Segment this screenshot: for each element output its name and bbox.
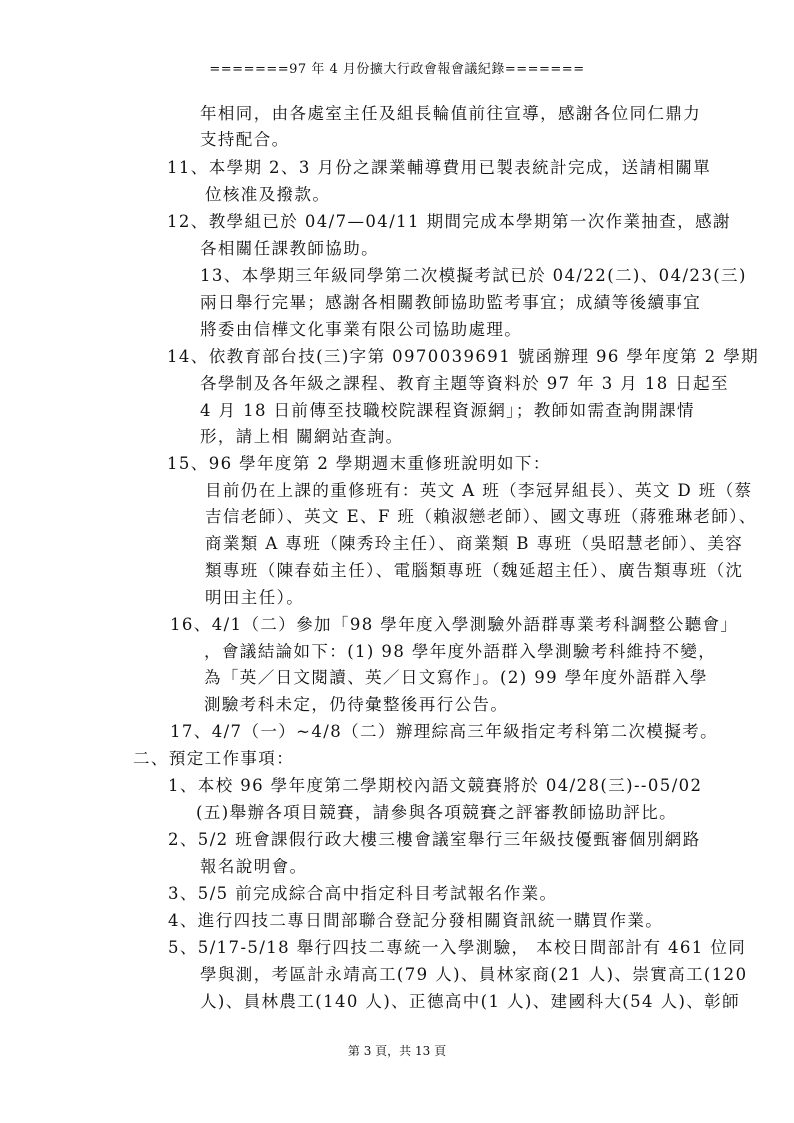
text-line: 報名說明會。 xyxy=(200,857,308,876)
text-line: 兩日舉行完畢；感謝各相關教師協助監考事宜；成績等後續事宜 xyxy=(200,293,702,312)
text-line: 4、進行四技二專日間部聯合登記分發相關資訊統一購買作業。 xyxy=(168,911,664,930)
text-line: (五)舉辦各項目競賽，請參與各項競賽之評審教師協助評比。 xyxy=(196,803,678,822)
text-line: 吉信老師）、英文 E、F 班（賴淑戀老師）、國文專班（蔣雅琳老師）、 xyxy=(205,507,757,526)
text-line: 測驗考科未定，仍待彙整後再行公告。 xyxy=(204,695,509,714)
text-line: 1、本校 96 學年度第二學期校內語文競賽將於 04/28(三)--05/02 xyxy=(168,776,703,795)
page-number: 第 3 頁，共 13 頁 xyxy=(347,1044,447,1058)
text-line: 位核准及撥款。 xyxy=(205,185,331,204)
text-line: 11、本學期 2、3 月份之課業輔導費用已製表統計完成，送請相關單 xyxy=(167,158,712,177)
text-line: 年相同，由各處室主任及組長輪值前往宣導，感謝各位同仁鼎力 xyxy=(200,104,702,123)
text-line: 商業類 A 專班（陳秀玲主任）、商業類 B 專班（吳昭慧老師）、美容 xyxy=(205,534,744,553)
text-line: 明田主任）。 xyxy=(205,588,305,607)
text-line: 各相關任課教師協助。 xyxy=(200,239,379,258)
text-line: 2、5/2 班會課假行政大樓三樓會議室舉行三年級技優甄審個別網路 xyxy=(168,830,701,849)
text-line: 4 月 18 日前傳至技職校院課程資源網」；教師如需查詢開課情 xyxy=(200,401,695,420)
text-line: 類專班（陳春茹主任）、電腦類專班（魏延超主任）、廣告類專班（沈 xyxy=(205,561,744,580)
text-line: 為「英／日文閱讀、英／日文寫作」。(2) 99 學年度外語群入學 xyxy=(204,668,708,687)
text-line: 人)、員林農工(140 人)、正德高中(1 人)、建國科大(54 人)、彰師 xyxy=(200,992,740,1011)
text-line: 13、本學期三年級同學第二次模擬考試已於 04/22(二)、04/23(三) xyxy=(200,266,747,285)
text-line: 3、5/5 前完成綜合高中指定科目考試報名作業。 xyxy=(168,884,558,903)
text-line: 學與測，考區計永靖高工(79 人)、員林家商(21 人)、崇實高工(120 xyxy=(200,965,748,984)
document-header: =======97 年 4 月份擴大行政會報會議紀錄======= xyxy=(209,62,585,77)
text-line: ，會議結論如下：(1) 98 學年度外語群入學測驗考科維持不變， xyxy=(204,642,717,661)
text-line: 將委由信樺文化事業有限公司協助處理。 xyxy=(200,320,523,339)
text-line: 目前仍在上課的重修班有：英文 A 班（李冠昇組長）、英文 D 班（蔡 xyxy=(205,481,753,500)
text-line: 14、依教育部台技(三)字第 0970039691 號函辦理 96 學年度第 2 學期 xyxy=(167,347,760,366)
section-heading: 二、預定工作事項： xyxy=(133,749,295,768)
text-line: 16、4/1（二）參加「98 學年度入學測驗外語群專業考科調整公聽會」 xyxy=(170,615,739,634)
text-line: 12、教學組已於 04/7—04/11 期間完成本學期第一次作業抽查，感謝 xyxy=(167,212,731,231)
text-line: 15、96 學年度第 2 學期週末重修班說明如下： xyxy=(167,454,551,473)
text-line: 5、5/17-5/18 舉行四技二專統一入學測驗， 本校日間部計有 461 位同 xyxy=(168,938,747,957)
text-line: 17、4/7（一）~4/8（二）辦理綜高三年級指定考科第二次模擬考。 xyxy=(170,722,719,741)
text-line: 支持配合。 xyxy=(200,130,290,149)
text-line: 形，請上相 關網站查詢。 xyxy=(200,427,404,446)
text-line: 各學制及各年級之課程、教育主題等資料於 97 年 3 月 18 日起至 xyxy=(200,374,729,393)
